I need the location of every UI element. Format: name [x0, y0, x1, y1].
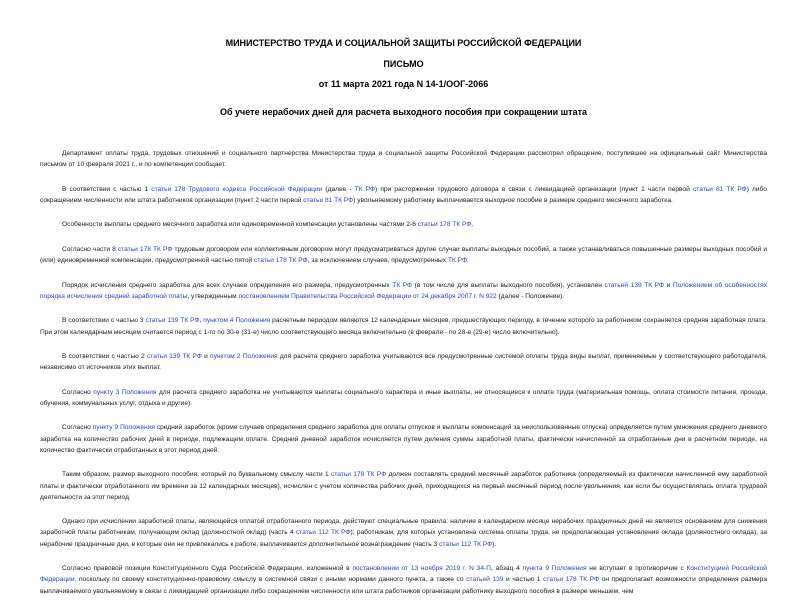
paragraph-text: средний заработок (кроме случаев определения среднего заработка для оплаты отпусков и выплаты компенсаций за неиспользованные отпуска) определяется путем умножения среднего дневного заработка на количество рабочих дней в периоде, подлежащем оплате. Средний дневной заработок исчисляется путем деления суммы заработной платы, фактически начисленной за отработанные дни в расчетном периоде, на количество фактически отработанных в этот период дней. — [40, 424, 767, 454]
paragraph-text: В соответствии с частью 2 — [62, 353, 147, 361]
paragraph-text: для расчета среднего заработка учитываются все предусмотренные системой оплаты труда виды выплат, применяемые у соответствующего работодателя, независимо от источников этих выплат. — [40, 353, 767, 372]
paragraph-text: , — [199, 317, 204, 325]
paragraph-text: , утвержденным — [187, 292, 239, 300]
paragraph-text: (далее - Положение). — [496, 292, 565, 300]
document-subject: Об учете нерабочих дней для расчета выходного пособия при сокращении штата — [219, 107, 588, 117]
paragraph-text: В соответствии с частью 1 — [62, 185, 152, 193]
paragraph-text: должен составлять средний месячный заработок работника (определяемый из фактически начисленной ему заработной платы и фактически отработанного им времени за 12 календарных месяцев), исчислен с учетом количества рабочих дней, приходящихся на первый месячный период после увольнения, как если бы осуществлялась оплата трудовой деятельности за этот период. — [40, 471, 767, 501]
paragraph — [40, 184, 767, 206]
legal-reference-link[interactable]: постановлении от 13 ноября 2019 г. N 34-П — [352, 565, 491, 573]
paragraph — [40, 422, 767, 456]
legal-reference-link[interactable]: статьи 178 ТК РФ — [117, 245, 173, 253]
document-date-number: от 11 марта 2021 года N 14-1/ООГ-2066 — [318, 79, 489, 89]
paragraph-text: и частью 1 — [503, 576, 544, 584]
legal-reference-link[interactable]: Положением об особенностях порядка исчисления средней заработной платы — [40, 281, 767, 300]
paragraph-text: он предполагает возможности определения размера выплачиваемого увольняемому в связи с ликвидацией организации либо сокращением численности или штата работников организации работнику выходного пособия в размере меньшем, чем — [40, 576, 767, 595]
legal-reference-link[interactable]: статьи 178 ТК РФ — [417, 221, 472, 229]
paragraph-text: ); работникам, для которых установлена система оплаты труда, не предполагающая установление оклада (должностного оклада), за нерабочие праздничные дни, в которые они не привлекались к работе, выплачивается дополнительное вознаграждение (часть 3 — [40, 529, 767, 548]
legal-reference-link[interactable]: статьи 139 ТК РФ — [145, 317, 200, 325]
legal-reference-link[interactable]: Конституцией Российской Федерации — [40, 565, 767, 584]
paragraph-text: Таким образом, размер выходного пособия, который по буквальному смыслу части 1 — [62, 471, 332, 479]
legal-reference-link[interactable]: пунктом 4 Положения — [203, 317, 271, 325]
legal-reference-link[interactable]: пунктом 2 Положения — [210, 353, 278, 361]
paragraph — [40, 315, 767, 337]
paragraph-text: Особенности выплаты среднего месячного заработка или единовременной компенсации установлены частями 2-6 — [62, 221, 418, 229]
paragraph — [40, 516, 767, 550]
paragraph-text: расчетным периодом являются 12 календарных месяцев, предшествующих периоду, в течение которого за работником сохраняется средняя заработная плата. При этом календарным месяцем считается период с 1-го по 30-е (31-е) число соответствующего месяца включительно (в феврале - по 28-е (29-е) число включительно). — [40, 317, 767, 336]
legal-reference-link[interactable]: статьи 178 ТК РФ — [543, 576, 600, 584]
paragraph-text: для расчета среднего заработка не учитываются выплаты социального характера и иные выплаты, не относящиеся к оплате труда (материальная помощь, оплата стоимости питания, проезда, обучения, коммунальных услуг, отдыха и другие). — [40, 388, 767, 407]
paragraph-text: Порядок исчисления среднего заработка для всех случаев определения его размера, предусмотренных — [62, 281, 393, 289]
legal-reference-link[interactable]: ТК РФ — [392, 281, 413, 289]
legal-reference-link[interactable]: ТК РФ — [447, 257, 467, 265]
paragraph-text: Согласно правовой позиции Конституционного Суда Российской Федерации, изложенной в — [62, 565, 353, 573]
paragraph-text: , поскольку по своему конституционно-правовому смыслу в системной связи с иными нормами данного пункта, а также со — [74, 576, 467, 584]
paragraph-text: Однако при исчислении заработной платы, являющейся оплатой отработанного периода, действуют специальные правила: наличие в календарном месяце нерабочих праздничных дней не является основанием для снижения заработной платы работникам, получающим оклад (должностной оклад) (часть 4 — [40, 518, 767, 537]
legal-reference-link[interactable]: статьи 178 Трудового кодекса Российской Федерации — [151, 185, 323, 193]
paragraph-text: и — [664, 281, 673, 289]
document-body — [40, 148, 767, 610]
paragraph — [40, 219, 767, 230]
legal-reference-link[interactable]: ТК РФ — [354, 185, 376, 193]
legal-reference-link[interactable]: статьи 112 ТК РФ — [296, 529, 351, 537]
paragraph — [40, 563, 767, 597]
legal-reference-link[interactable]: пункту 9 Положения — [92, 424, 155, 432]
paragraph — [40, 148, 767, 170]
ministry-heading: МИНИСТЕРСТВО ТРУДА И СОЦИАЛЬНОЙ ЗАЩИТЫ РОССИЙСКОЙ ФЕДЕРАЦИИ — [225, 38, 582, 48]
legal-reference-link[interactable]: статьей 139 ТК РФ — [604, 281, 664, 289]
legal-reference-link[interactable]: статьи 81 ТК РФ — [303, 196, 354, 204]
paragraph-text: ) увольняемому работнику выплачивается выходное пособие в размере среднего месячного заработка. — [353, 196, 673, 204]
paragraph-text: (в том числе для выплаты выходного пособия), установлен — [412, 281, 605, 289]
paragraph-text: ) либо сокращением численности или штата работников организации (пункт 2 части первой — [40, 185, 767, 204]
legal-reference-link[interactable]: постановлением Правительства Российской Федерации от 24 декабря 2007 г. N 922 — [238, 292, 497, 300]
document-type: ПИСЬМО — [383, 59, 424, 69]
paragraph-text: , за исключением случаев, предусмотренных — [307, 257, 448, 265]
legal-reference-link[interactable]: статьи 178 ТК РФ — [254, 257, 308, 265]
paragraph-text: В соответствии с частью 3 — [62, 317, 146, 325]
paragraph-text: Согласно — [62, 388, 94, 396]
paragraph — [40, 387, 767, 409]
paragraph-text: , абзац 4 — [490, 565, 523, 573]
legal-reference-link[interactable]: пункту 3 Положения — [93, 388, 157, 396]
legal-reference-link[interactable]: статьи 178 ТК РФ — [331, 471, 387, 479]
paragraph-text: и — [201, 353, 211, 361]
legal-reference-link[interactable]: статьи 139 ТК РФ — [147, 353, 202, 361]
paragraph-text: . — [471, 221, 474, 229]
paragraph — [40, 351, 767, 373]
paragraph-text: ). — [492, 540, 497, 548]
paragraph — [40, 469, 767, 503]
legal-reference-link[interactable]: статьи 81 ТК РФ — [692, 185, 747, 193]
paragraph-text: Департамент оплаты труда, трудовых отношений и социального партнерства Министерства труда и социальной защиты Российской Федерации рассмотрел обращение, поступившее на официальный сайт Министерства письмом от 10 февраля 2021 г., и по компетенции сообщает. — [40, 150, 767, 169]
legal-reference-link[interactable]: статьей 139 — [466, 576, 504, 584]
paragraph-text: не вступает в противоречие с — [586, 565, 687, 573]
paragraph — [40, 244, 767, 266]
paragraph-text: . — [466, 257, 469, 265]
legal-reference-link[interactable]: пункта 9 Положения — [522, 565, 587, 573]
paragraph-text: Согласно части 8 — [62, 245, 118, 253]
paragraph-text: (далее - — [322, 185, 355, 193]
paragraph-text: ) при расторжении трудового договора в связи с ликвидацией организации (пункт 1 части первой — [375, 185, 693, 193]
paragraph-text: трудовым договором или коллективным договором могут предусматриваться другие случаи выплаты выходных пособий, а также устанавливаться повышенные размеры выходных пособий и (или) единовременной компенсации, предусмотренной частью пятой — [40, 245, 768, 265]
paragraph-text: Согласно — [62, 424, 93, 432]
paragraph — [40, 280, 767, 302]
legal-reference-link[interactable]: статьи 112 ТК РФ — [439, 540, 493, 548]
